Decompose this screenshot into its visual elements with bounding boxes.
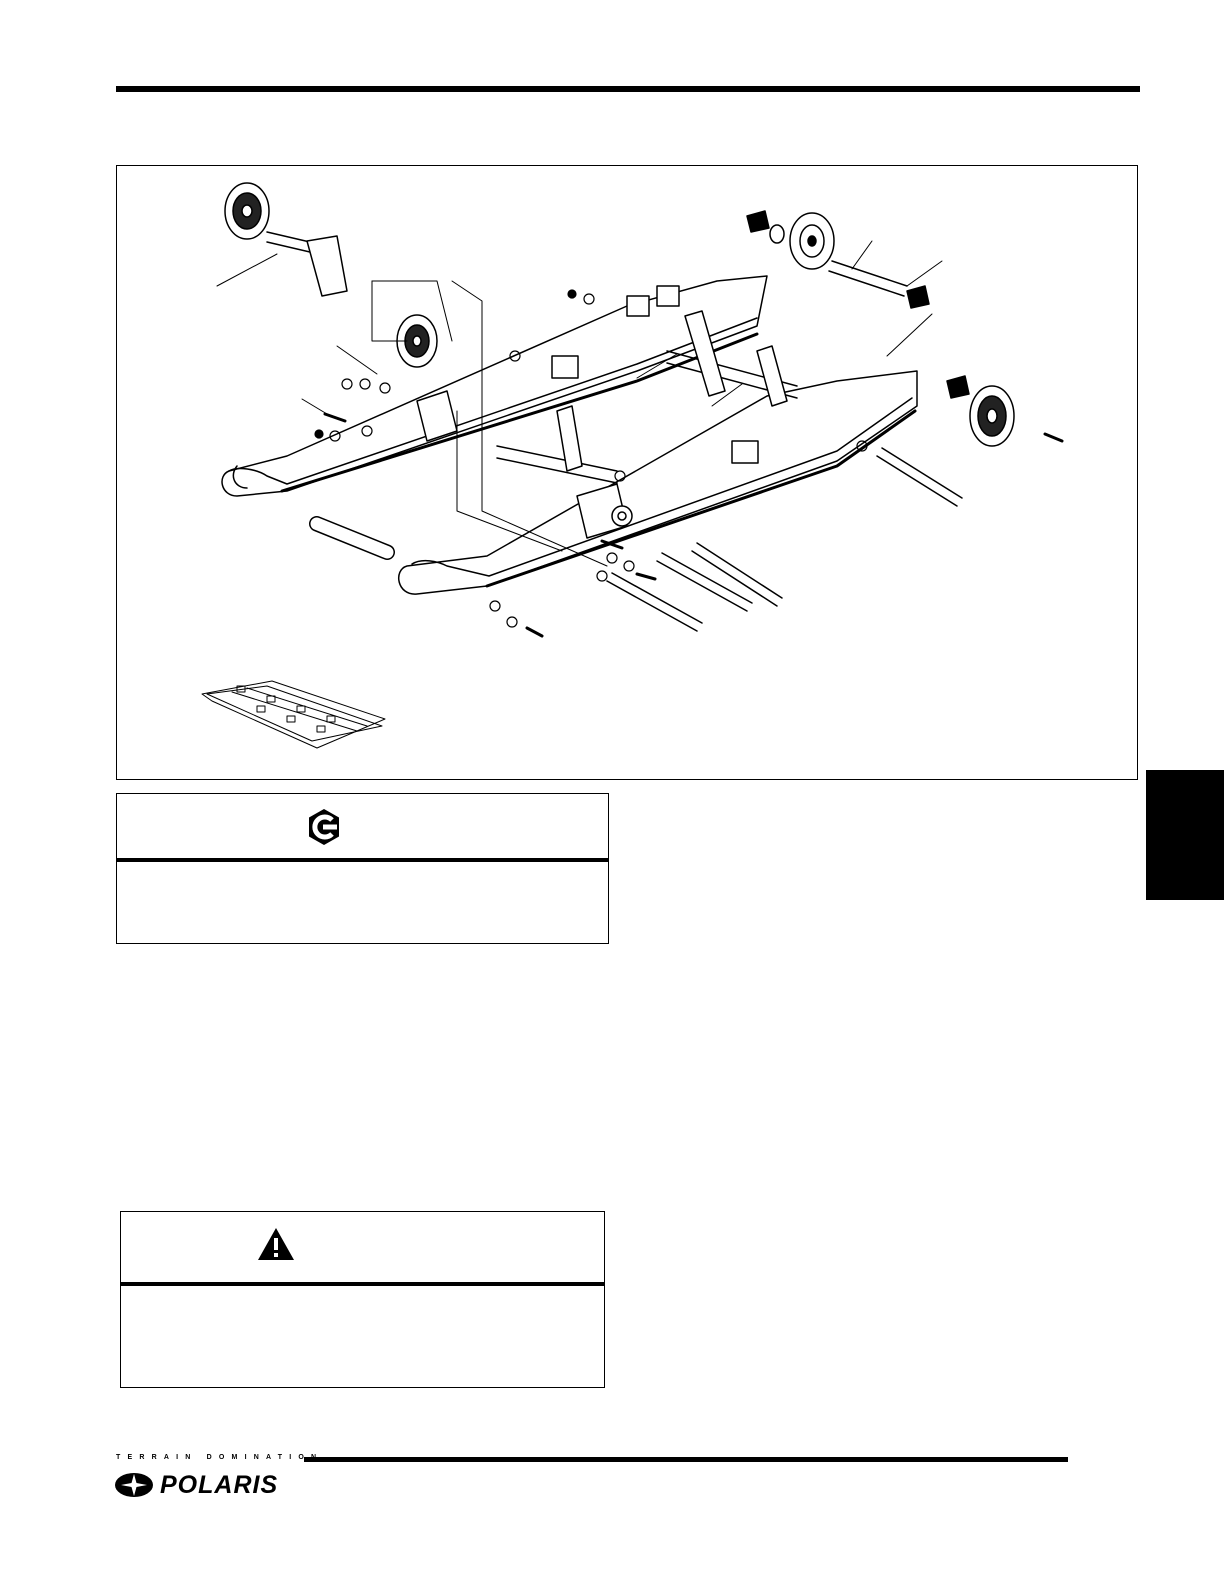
warning-rule [121,1282,604,1286]
header-rule [116,86,1140,92]
suspension-exploded-diagram [116,165,1138,780]
footer-rule [304,1457,1068,1462]
wrench-tool-icon [305,808,343,846]
tool-note-box [116,793,609,944]
chapter-side-tab [1146,770,1224,900]
warning-box [120,1211,605,1388]
idler-wheel-top-right [790,213,907,296]
polaris-wordmark: POLARIS [160,1470,279,1499]
idler-wheel-right [970,386,1014,446]
brand-tagline: TERRAIN DOMINATION [116,1454,324,1461]
tool-note-rule [117,858,608,862]
warning-triangle-icon [257,1227,295,1261]
diagram-drawing [117,166,1139,781]
warning-header [121,1212,604,1282]
track-inset-icon [202,681,385,748]
polaris-star-icon [114,1472,154,1498]
tool-note-header [117,794,608,858]
polaris-logo [114,1470,278,1500]
